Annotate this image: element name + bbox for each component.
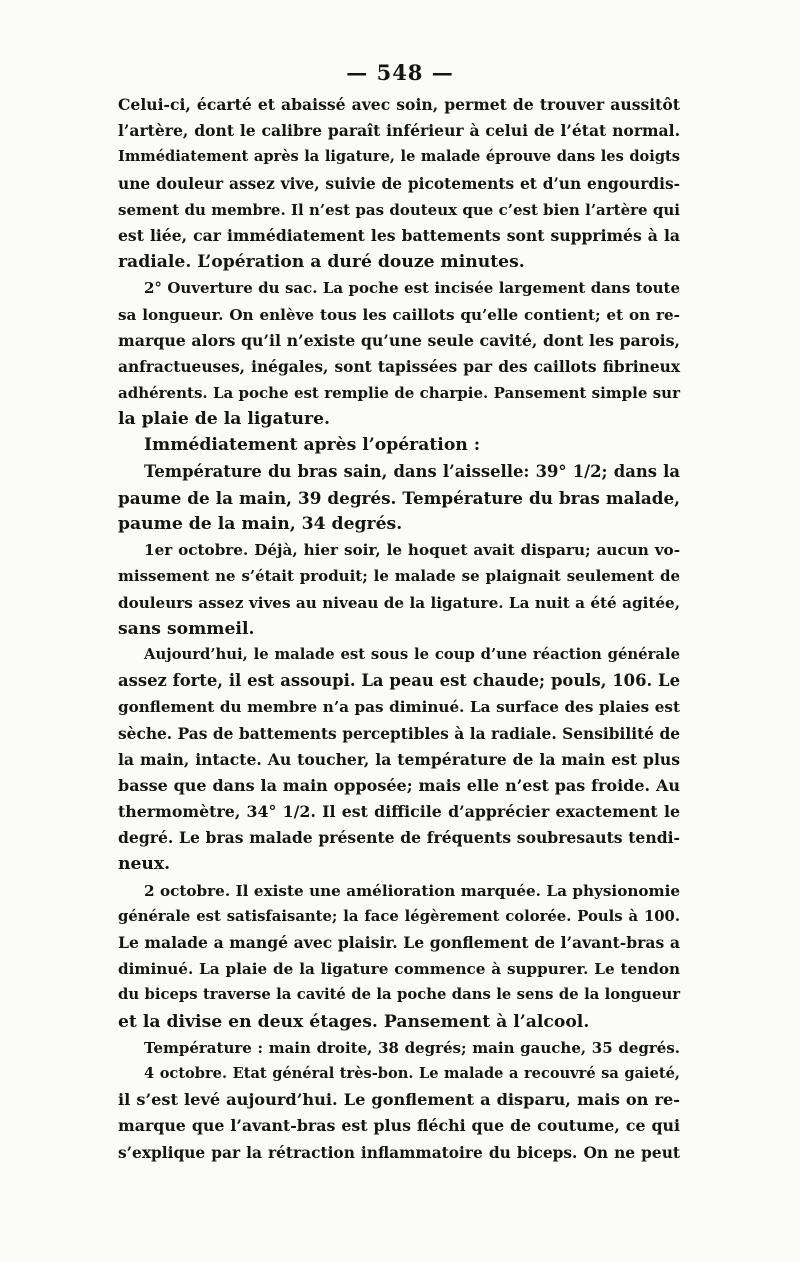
text-line: Immédiatement après la ligature, le malade éprouve dans les doigts [118,148,680,166]
text-line: sans sommeil. [118,618,255,639]
text-line: 2° Ouverture du sac. La poche est incisée largement dans toute [144,279,680,298]
text-line: Celui-ci, écarté et abaissé avec soin, permet de trouver aussitôt [118,95,680,114]
text-line: s’explique par la rétraction inflammatoire du biceps. On ne peut [118,1143,680,1162]
text-line: marque que l’avant-bras est plus fléchi que de coutume, ce qui [118,1116,680,1136]
text-line: neux. [118,854,171,875]
text-line: sèche. Pas de battements perceptibles à la radiale. Sensibilité de [118,724,680,743]
text-line: Température du bras sain, dans l’aisselle: 39° 1/2; dans la [144,461,680,481]
text-line: assez forte, il est assoupi. La peau est chaude; pouls, 106. Le [118,671,680,691]
page-number: — 548 — [346,60,454,85]
text-line: marque alors qu’il n’existe qu’une seule cavité, dont les parois, [118,330,680,350]
text-line: 4 octobre. Etat général très-bon. Le malade a recouvré sa gaieté, [144,1064,680,1082]
text-line: 2 octobre. Il existe une amélioration marquée. La physionomie [144,881,680,900]
text-line: degré. Le bras malade présente de fréquents soubresauts tendi- [118,828,680,848]
text-line: douleurs assez vives au niveau de la ligature. La nuit a été agitée, [118,593,680,612]
text-line: sa longueur. On enlève tous les caillots qu’elle contient; et on re- [118,305,680,324]
text-line: missement ne s’était produit; le malade se plaignait seulement de [118,567,680,586]
text-line: il s’est levé aujourd’hui. Le gonflement a disparu, mais on re- [118,1090,680,1110]
text-line: Le malade a mangé avec plaisir. Le gonflement de l’avant-bras a [118,933,680,952]
text-line: radiale. L’opération a duré douze minutes. [118,252,525,273]
text-line: Aujourd’hui, le malade est sous le coup d’une réaction générale [144,645,680,663]
text-line: sement du membre. Il n’est pas douteux que c’est bien l’artère qui [118,200,680,219]
text-line: 1er octobre. Déjà, hier soir, le hoquet avait disparu; aucun vo- [144,541,680,560]
text-line: du biceps traverse la cavité de la poche dans le sens de la longueur [118,986,680,1004]
text-line: Immédiatement après l’opération : [144,435,481,456]
text-line: est liée, car immédiatement les battements sont supprimés à la [118,225,680,245]
text-line: Température : main droite, 38 degrés; main gauche, 35 degrés. [144,1038,680,1057]
text-line: thermomètre, 34° 1/2. Il est difficile d’apprécier exactement le [118,802,680,822]
text-line: paume de la main, 39 degrés. Température du bras malade, [118,487,680,508]
text-line: une douleur assez vive, suivie de picotements et d’un engourdis- [118,174,680,193]
text-line: la main, intacte. Au toucher, la température de la main est plus [118,749,680,769]
body-text [118,92,680,1166]
text-line: anfractueuses, inégales, sont tapissées par des caillots fibrineux [118,357,680,376]
text-line: l’artère, dont le calibre paraît inférieur à celui de l’état normal. [118,121,680,141]
text-line: adhérents. La poche est remplie de charpie. Pansement simple sur [118,384,680,403]
text-line: la plaie de la ligature. [118,409,330,430]
text-line: et la divise en deux étages. Pansement à l’alcool. [118,1011,590,1032]
text-line: diminué. La plaie de la ligature commence à suppurer. Le tendon [118,960,680,979]
text-line: paume de la main, 34 degrés. [118,514,403,534]
text-line: générale est satisfaisante; la face légèrement colorée. Pouls à 100. [118,907,680,925]
text-line: basse que dans la main opposée; mais elle n’est pas froide. Au [118,775,680,795]
text-line: gonflement du membre n’a pas diminué. La surface des plaies est [118,698,680,717]
